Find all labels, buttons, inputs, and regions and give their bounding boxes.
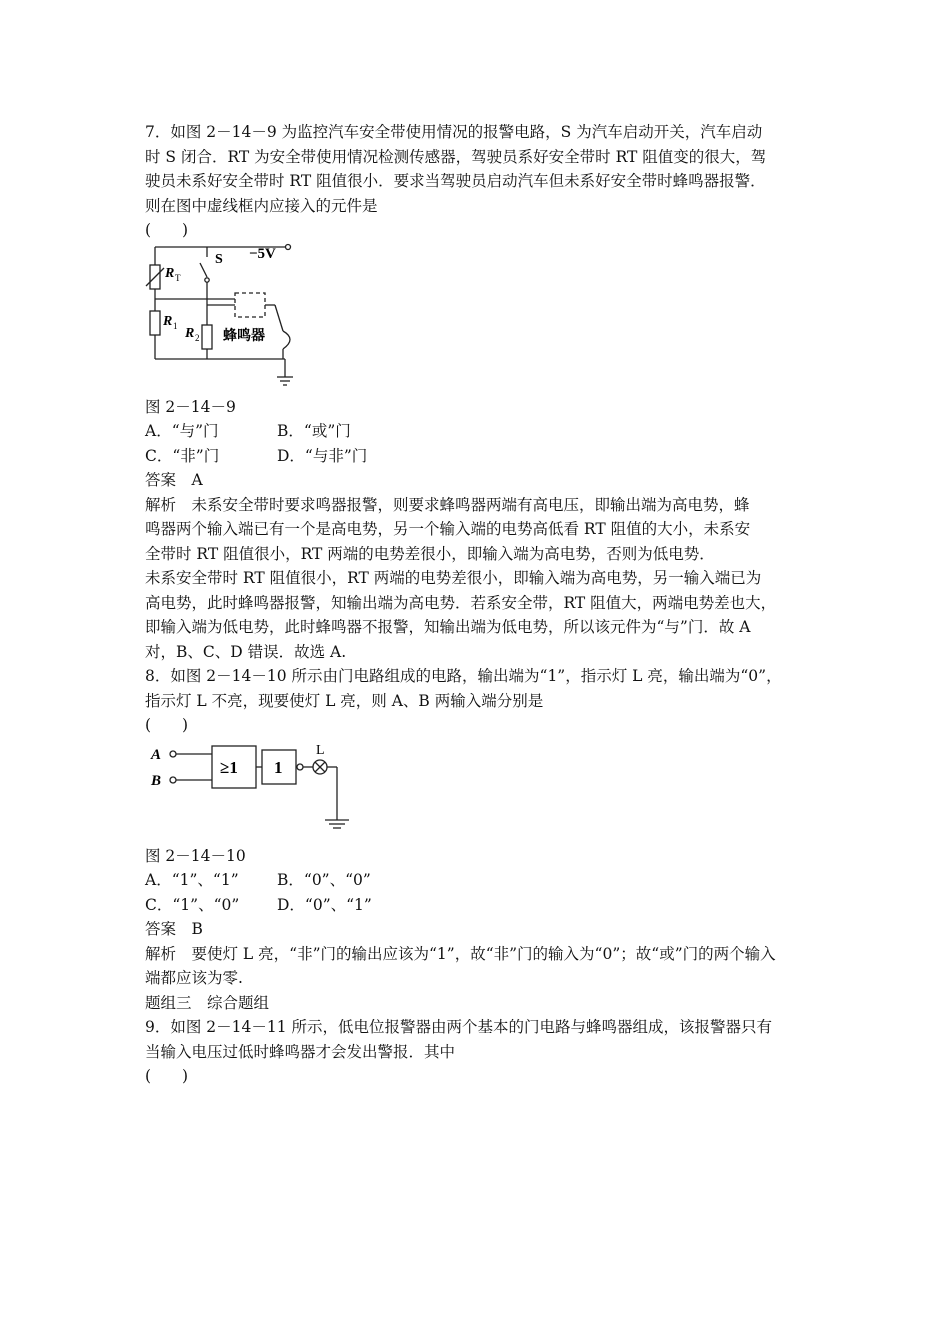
buzzer-icon: [283, 331, 290, 349]
section-heading-group-3: 题组三 综合题组: [145, 993, 270, 1012]
or-gate-label: ≥1: [220, 757, 238, 777]
q7-options-row-2: [145, 444, 815, 469]
q7-analysis-1: 解析 未系安全带时要求鸣器报警，则要求蜂鸣器两端有高电压，即输出端为高电势，蜂: [145, 495, 750, 514]
input-a-label: A: [151, 746, 162, 763]
q7-options-row-1: [145, 419, 815, 444]
q7-option-d: D．“与非”门: [277, 446, 368, 465]
q7-line-3: 驶员未系好安全带时 RT 阻值很小．要求当驾驶员启动汽车但未系好安全带时蜂鸣器报警．: [145, 172, 766, 190]
q7-option-c: C．“非”门: [145, 446, 220, 465]
q8-option-d: D．“0”、“1”: [277, 895, 372, 914]
r2-resistor: [202, 325, 212, 349]
q7-option-a: A．“与”门: [145, 422, 219, 440]
q7-line-4: 则在图中虚线框内应接入的元件是: [145, 196, 378, 215]
q7-answer-paren: ( ): [145, 221, 189, 239]
document-page: [145, 120, 815, 1089]
q9-line-2: 当输入电压过低时蜂鸣器才会发出警报．其中: [145, 1042, 456, 1061]
r2-subscript: 2: [195, 332, 200, 343]
question-8: [145, 664, 815, 991]
q8-line-1: 8．如图 2－14－10 所示由门电路组成的电路，输出端为“1”，指示灯 L 亮，输出端为“0”，: [145, 667, 782, 685]
r1-resistor: [150, 311, 160, 335]
figure-2-14-10-gate-circuit: [145, 738, 365, 838]
q8-option-a: A．“1”、“1”: [145, 871, 239, 889]
q9-line-1: 9．如图 2－14－11 所示，低电位报警器由两个基本的门电路与蜂鸣器组成，该报警器只有: [145, 1018, 773, 1036]
q8-line-2: 指示灯 L 不亮，现要使灯 L 亮，则 A、B 两输入端分别是: [145, 691, 544, 710]
q7-line-2: 时 S 闭合．RT 为安全带使用情况检测传感器，驾驶员系好安全带时 RT 阻值变的很大，驾: [145, 147, 767, 166]
figure-2-14-9-circuit: [145, 239, 315, 389]
r2-label: R: [185, 325, 195, 341]
question-9: [145, 1015, 815, 1089]
dashed-box: [235, 293, 265, 317]
q8-options-row-2: [145, 893, 815, 918]
question-7: [145, 120, 815, 664]
rt-subscript: T: [175, 272, 181, 283]
r1-label: R: [163, 313, 173, 329]
q8-option-b: B．“0”、“0”: [277, 871, 371, 889]
not-gate-label: 1: [274, 757, 283, 777]
q9-answer-paren: ( ): [145, 1067, 189, 1085]
q8-options-row-1: [145, 868, 815, 893]
q8-analysis-1: 解析 要使灯 L 亮，“非”门的输出应该为“1”，故“非”门的输入为“0”；故“或”门的两个输入: [145, 944, 776, 963]
q7-analysis-3: 全带时 RT 阻值很小，RT 两端的电势差很小，即输入端为高电势，否则为低电势．: [145, 544, 715, 563]
figure-2-14-10-caption: 图 2－14－10: [145, 846, 246, 865]
rt-label: R: [165, 265, 175, 281]
input-b-label: B: [151, 772, 162, 789]
lamp-label: L: [316, 742, 325, 758]
switch-label: S: [215, 251, 223, 267]
q8-answer: 答案 B: [145, 920, 203, 938]
q8-answer-paren: ( ): [145, 716, 189, 734]
q7-option-b: B．“或”门: [277, 422, 351, 440]
voltage-label: −5V: [249, 245, 276, 262]
q7-analysis-7: 对，B、C、D 错误．故选 A.: [145, 642, 347, 661]
q8-analysis-2: 端都应该为零.: [145, 969, 243, 987]
q8-option-c: C．“1”、“0”: [145, 895, 240, 914]
q7-line-1: 7．如图 2－14－9 为监控汽车安全带使用情况的报警电路，S 为汽车启动开关，汽车启动: [145, 123, 763, 141]
q7-answer: 答案 A: [145, 471, 203, 489]
buzzer-label: 蜂鸣器: [223, 328, 265, 344]
q7-analysis-4: 未系安全带时 RT 阻值很小，RT 两端的电势差很小，即输入端为高电势，另一输入端已为: [145, 569, 762, 587]
q7-analysis-5: 高电势，此时蜂鸣器报警，知输出端为高电势．若系安全带，RT 阻值大，两端电势差也大，: [145, 593, 777, 612]
q7-analysis-6: 即输入端为低电势，此时蜂鸣器不报警，知输出端为低电势，所以该元件为“与”门．故 A: [145, 618, 751, 636]
switch-blade: [200, 263, 207, 277]
q7-analysis-2: 鸣器两个输入端已有一个是高电势，另一个输入端的电势高低看 RT 阻值的大小，未系安: [145, 520, 751, 538]
r1-subscript: 1: [173, 320, 178, 331]
figure-2-14-9-caption: 图 2－14－9: [145, 397, 236, 416]
